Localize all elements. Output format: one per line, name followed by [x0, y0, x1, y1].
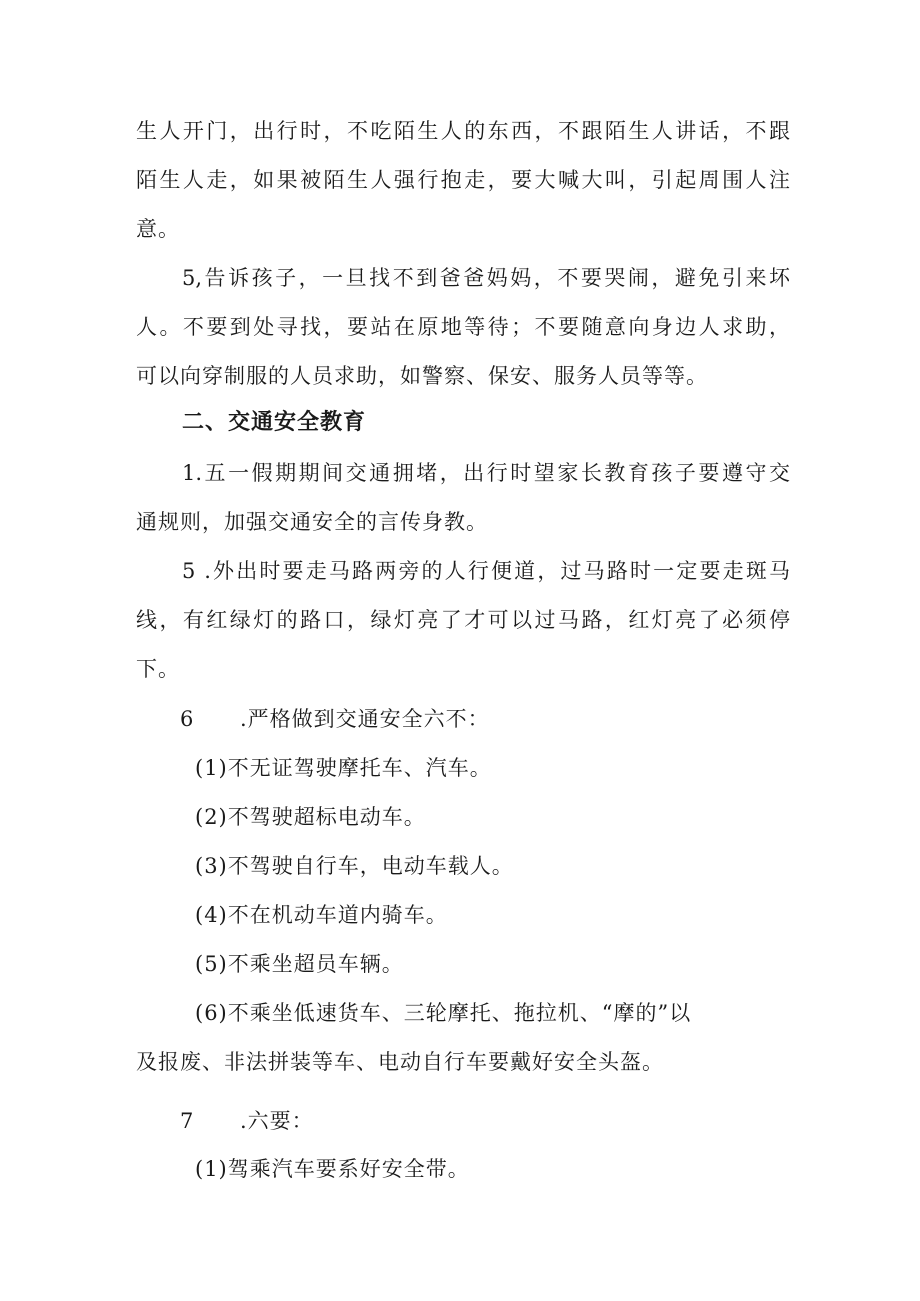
paragraph-line: .六要：	[240, 1109, 314, 1133]
item-number: 7	[180, 1109, 195, 1133]
section-heading: 二、交通安全教育	[182, 410, 367, 435]
paragraph-line: 5 .外出时要走马路两旁的人行便道，过马路时一定要走斑马	[182, 559, 790, 583]
list-item: (2)不驾驶超标电动车。	[195, 805, 426, 829]
paragraph-line: 5,告诉孩子，一旦找不到爸爸妈妈，不要哭闹，避免引来坏	[182, 266, 790, 290]
paragraph-line: 生人开门，出行时，不吃陌生人的东西，不跟陌生人讲话，不跟	[136, 119, 790, 143]
list-item: (1)驾乘汽车要系好安全带。	[195, 1157, 470, 1181]
list-item: (1)不无证驾驶摩托车、汽车。	[195, 756, 492, 780]
paragraph-line: 人。不要到处寻找，要站在原地等待；不要随意向身边人求助，	[136, 315, 790, 339]
paragraph-line: 1.五一假期期间交通拥堵，出行时望家长教育孩子要遵守交	[182, 461, 790, 485]
paragraph-line: 陌生人走，如果被陌生人强行抱走，要大喊大叫，引起周围人注	[136, 168, 790, 192]
paragraph-line: 下。	[136, 657, 180, 681]
list-item: (4)不在机动车道内骑车。	[195, 903, 448, 927]
paragraph-line: 意。	[136, 217, 180, 241]
paragraph-line: 可以向穿制服的人员求助，如警察、保安、服务人员等等。	[136, 364, 708, 388]
paragraph-line: 通规则，加强交通安全的言传身教。	[136, 510, 488, 534]
paragraph-line: 线，有红绿灯的路口，绿灯亮了才可以过马路，红灯亮了必须停	[136, 608, 790, 632]
list-item: (6)不乘坐低速货车、三轮摩托、拖拉机、“摩的”以	[195, 1001, 692, 1025]
list-item: (5)不乘坐超员车辆。	[195, 952, 404, 976]
list-item: (3)不驾驶自行车，电动车载人。	[195, 854, 514, 878]
item-number: 6	[180, 707, 195, 731]
paragraph-line: .严格做到交通安全六不：	[240, 707, 490, 731]
paragraph-line: 及报废、非法拼装等车、电动自行车要戴好安全头盔。	[136, 1050, 664, 1074]
